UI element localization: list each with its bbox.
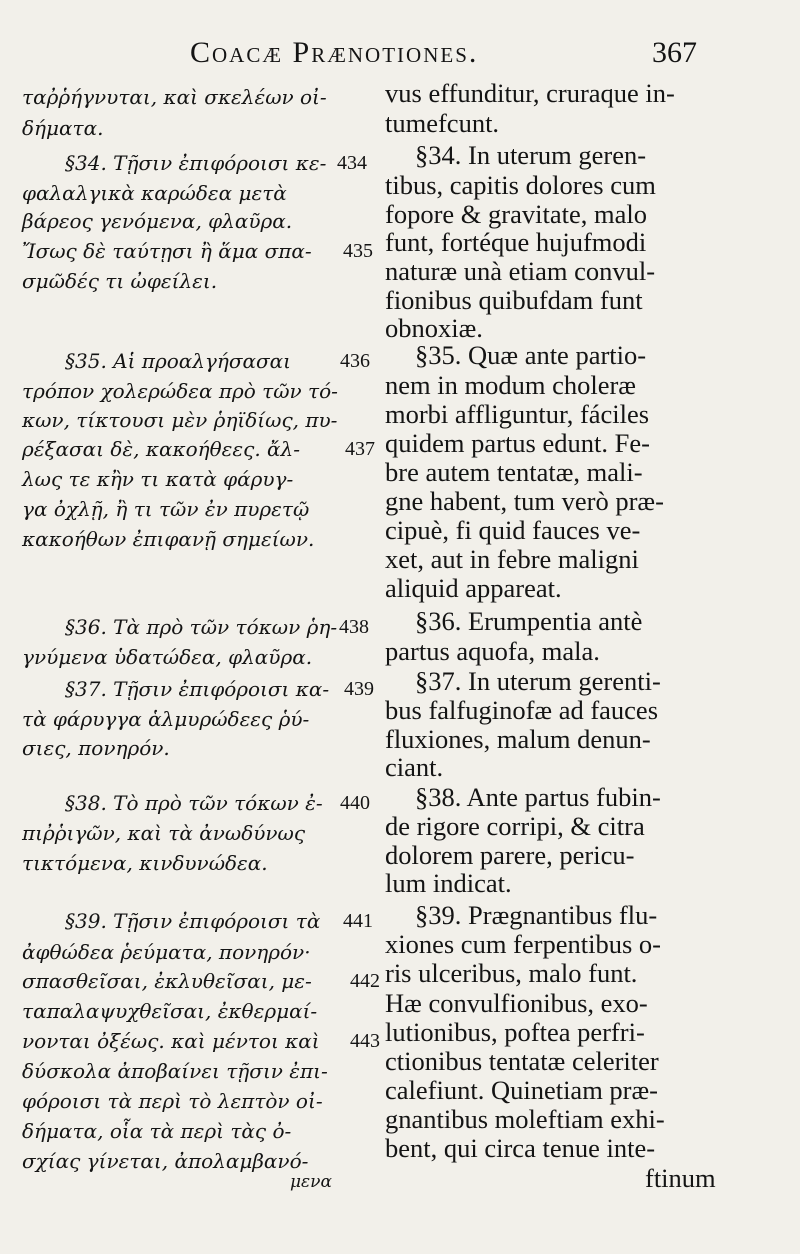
latin-line: naturæ unà etiam convul-	[385, 256, 656, 286]
line-number: 441	[343, 910, 373, 932]
greek-line: §34. Τῇσιν ἐπιφόροισι κε-	[65, 151, 327, 175]
page-number: 367	[652, 36, 697, 69]
greek-line: δύσκολα ἀποβαίνει τῇσιν ἐπι-	[22, 1059, 328, 1083]
greek-line: κακοήθων ἐπιφανῇ σημείων.	[22, 527, 315, 551]
line-number: 435	[343, 240, 373, 262]
greek-line: τικτόμενα, κινδυνώδεα.	[22, 851, 268, 875]
latin-line: §35. Quæ ante partio-	[415, 340, 647, 370]
latin-line: xiones cum ferpentibus o-	[385, 929, 661, 959]
greek-line: §36. Τὰ πρὸ τῶν τόκων ῥη-	[65, 615, 338, 639]
line-number: 443	[350, 1030, 380, 1052]
greek-line: ἀφθώδεα ῥεύματα, πονηρόν·	[22, 940, 311, 964]
latin-line: xet, aut in febre maligni	[385, 544, 639, 574]
latin-line: aliquid appareat.	[385, 573, 562, 603]
latin-line: §36. Erumpentia antè	[415, 606, 643, 636]
line-number: 436	[340, 350, 370, 372]
latin-line: gnantibus moleftiam exhi-	[385, 1104, 665, 1134]
line-number: 438	[339, 616, 369, 638]
greek-line: πιῤῥιγῶν, καὶ τὰ ἀνωδύνως	[22, 821, 306, 845]
latin-line: fopore & gravitate, malo	[385, 199, 647, 229]
latin-line: nem in modum choleræ	[385, 370, 636, 400]
greek-line: ταπαλαψυχθεῖσαι, ἐκθερμαί-	[22, 999, 318, 1023]
running-title: Coacæ Prænotiones.	[190, 36, 479, 69]
latin-line: bus falfuginofæ ad fauces	[385, 695, 659, 725]
greek-line: σιες, πονηρόν.	[22, 736, 170, 760]
latin-line: fionibus quibufdam funt	[385, 285, 643, 315]
latin-line: §37. In uterum gerenti-	[415, 666, 661, 696]
line-number: 442	[350, 970, 380, 992]
latin-line: cipuè, fi quid fauces ve-	[385, 515, 641, 545]
latin-line: bent, qui circa tenue inte-	[385, 1133, 656, 1163]
greek-line: §38. Τὸ πρὸ τῶν τόκων ἐ-	[65, 791, 323, 815]
latin-line: bre autem tentatæ, mali-	[385, 457, 643, 487]
latin-line: ctionibus tentatæ celeriter	[385, 1046, 659, 1076]
latin-line: Hæ convulfionibus, exo-	[385, 988, 648, 1018]
latin-line: obnoxiæ.	[385, 313, 483, 343]
latin-line: lum indicat.	[385, 868, 512, 898]
latin-line: §34. In uterum geren-	[415, 140, 647, 170]
line-number: 434	[337, 152, 367, 174]
greek-line: γα ὀχλῇ, ἢ τι τῶν ἐν πυρετῷ	[22, 497, 310, 521]
catchword: μενα	[290, 1172, 332, 1192]
latin-line: tumefcunt.	[385, 108, 500, 138]
latin-line: partus aquofa, mala.	[385, 636, 600, 666]
latin-line: ris ulceribus, malo funt.	[385, 958, 638, 988]
latin-line: funt, fortéque hujufmodi	[385, 227, 647, 257]
latin-line: vus effunditur, cruraque in-	[385, 78, 675, 108]
line-number: 439	[344, 678, 374, 700]
latin-line: gne habent, tum verò præ-	[385, 486, 664, 516]
greek-line: δήματα, οἷα τὰ περὶ τὰς ὀ-	[22, 1119, 292, 1143]
greek-line: τρόπον χολερώδεα πρὸ τῶν τό-	[22, 379, 338, 403]
greek-line: σπασθεῖσαι, ἐκλυθεῖσαι, με-	[22, 969, 312, 993]
greek-line: §35. Αἱ προαλγήσασαι	[65, 349, 292, 373]
greek-line: τὰ φάρυγγα ἁλμυρώδεες ῥύ-	[22, 707, 310, 731]
greek-line: Ἴσως δὲ ταύτῃσι ἢ ἅμα σπα-	[22, 239, 312, 263]
line-number: 437	[345, 438, 375, 460]
page-header	[0, 36, 800, 76]
greek-line: φαλαλγικὰ καρώδεα μετὰ	[22, 181, 287, 205]
latin-line: quidem partus edunt. Fe-	[385, 428, 650, 458]
greek-line: κων, τίκτουσι μὲν ῥηϊδίως, πυ-	[22, 408, 338, 432]
latin-line: §38. Ante partus fubin-	[415, 782, 661, 812]
greek-line: νονται ὀξέως. καὶ μέντοι καὶ	[22, 1029, 320, 1053]
latin-line: lutionibus, poftea perfri-	[385, 1017, 645, 1047]
latin-line: ftinum	[645, 1163, 716, 1193]
latin-line: tibus, capitis dolores cum	[385, 170, 656, 200]
greek-line: σμῶδές τι ὠφείλει.	[22, 269, 218, 293]
latin-line: calefiunt. Quinetiam præ-	[385, 1075, 659, 1105]
greek-line: γνύμενα ὑδατώδεα, φλαῦρα.	[22, 645, 313, 669]
greek-line: §39. Τῇσιν ἐπιφόροισι τὰ	[65, 909, 321, 933]
line-number: 440	[340, 792, 370, 814]
greek-line: σχίας γίνεται, ἀπολαμβανό-	[22, 1149, 309, 1173]
greek-line: βάρεος γενόμενα, φλαῦρα.	[22, 209, 293, 233]
greek-line: δήματα.	[22, 116, 104, 140]
latin-line: dolorem parere, pericu-	[385, 840, 635, 870]
latin-line: morbi affliguntur, fáciles	[385, 399, 650, 429]
greek-line: ταῤῥήγνυται, καὶ σκελέων οἰ-	[22, 85, 327, 109]
greek-line: ρέξασαι δὲ, κακοήθεες. ἄλ-	[22, 437, 300, 461]
greek-line: §37. Τῇσιν ἐπιφόροισι κα-	[65, 677, 330, 701]
greek-line: φόροισι τὰ περὶ τὸ λεπτὸν οἰ-	[22, 1089, 323, 1113]
latin-line: de rigore corripi, & citra	[385, 811, 645, 841]
latin-line: fluxiones, malum denun-	[385, 724, 651, 754]
latin-line: ciant.	[385, 752, 444, 782]
greek-line: λως τε κἢν τι κατὰ φάρυγ-	[22, 467, 294, 491]
latin-line: §39. Prægnantibus flu-	[415, 900, 658, 930]
